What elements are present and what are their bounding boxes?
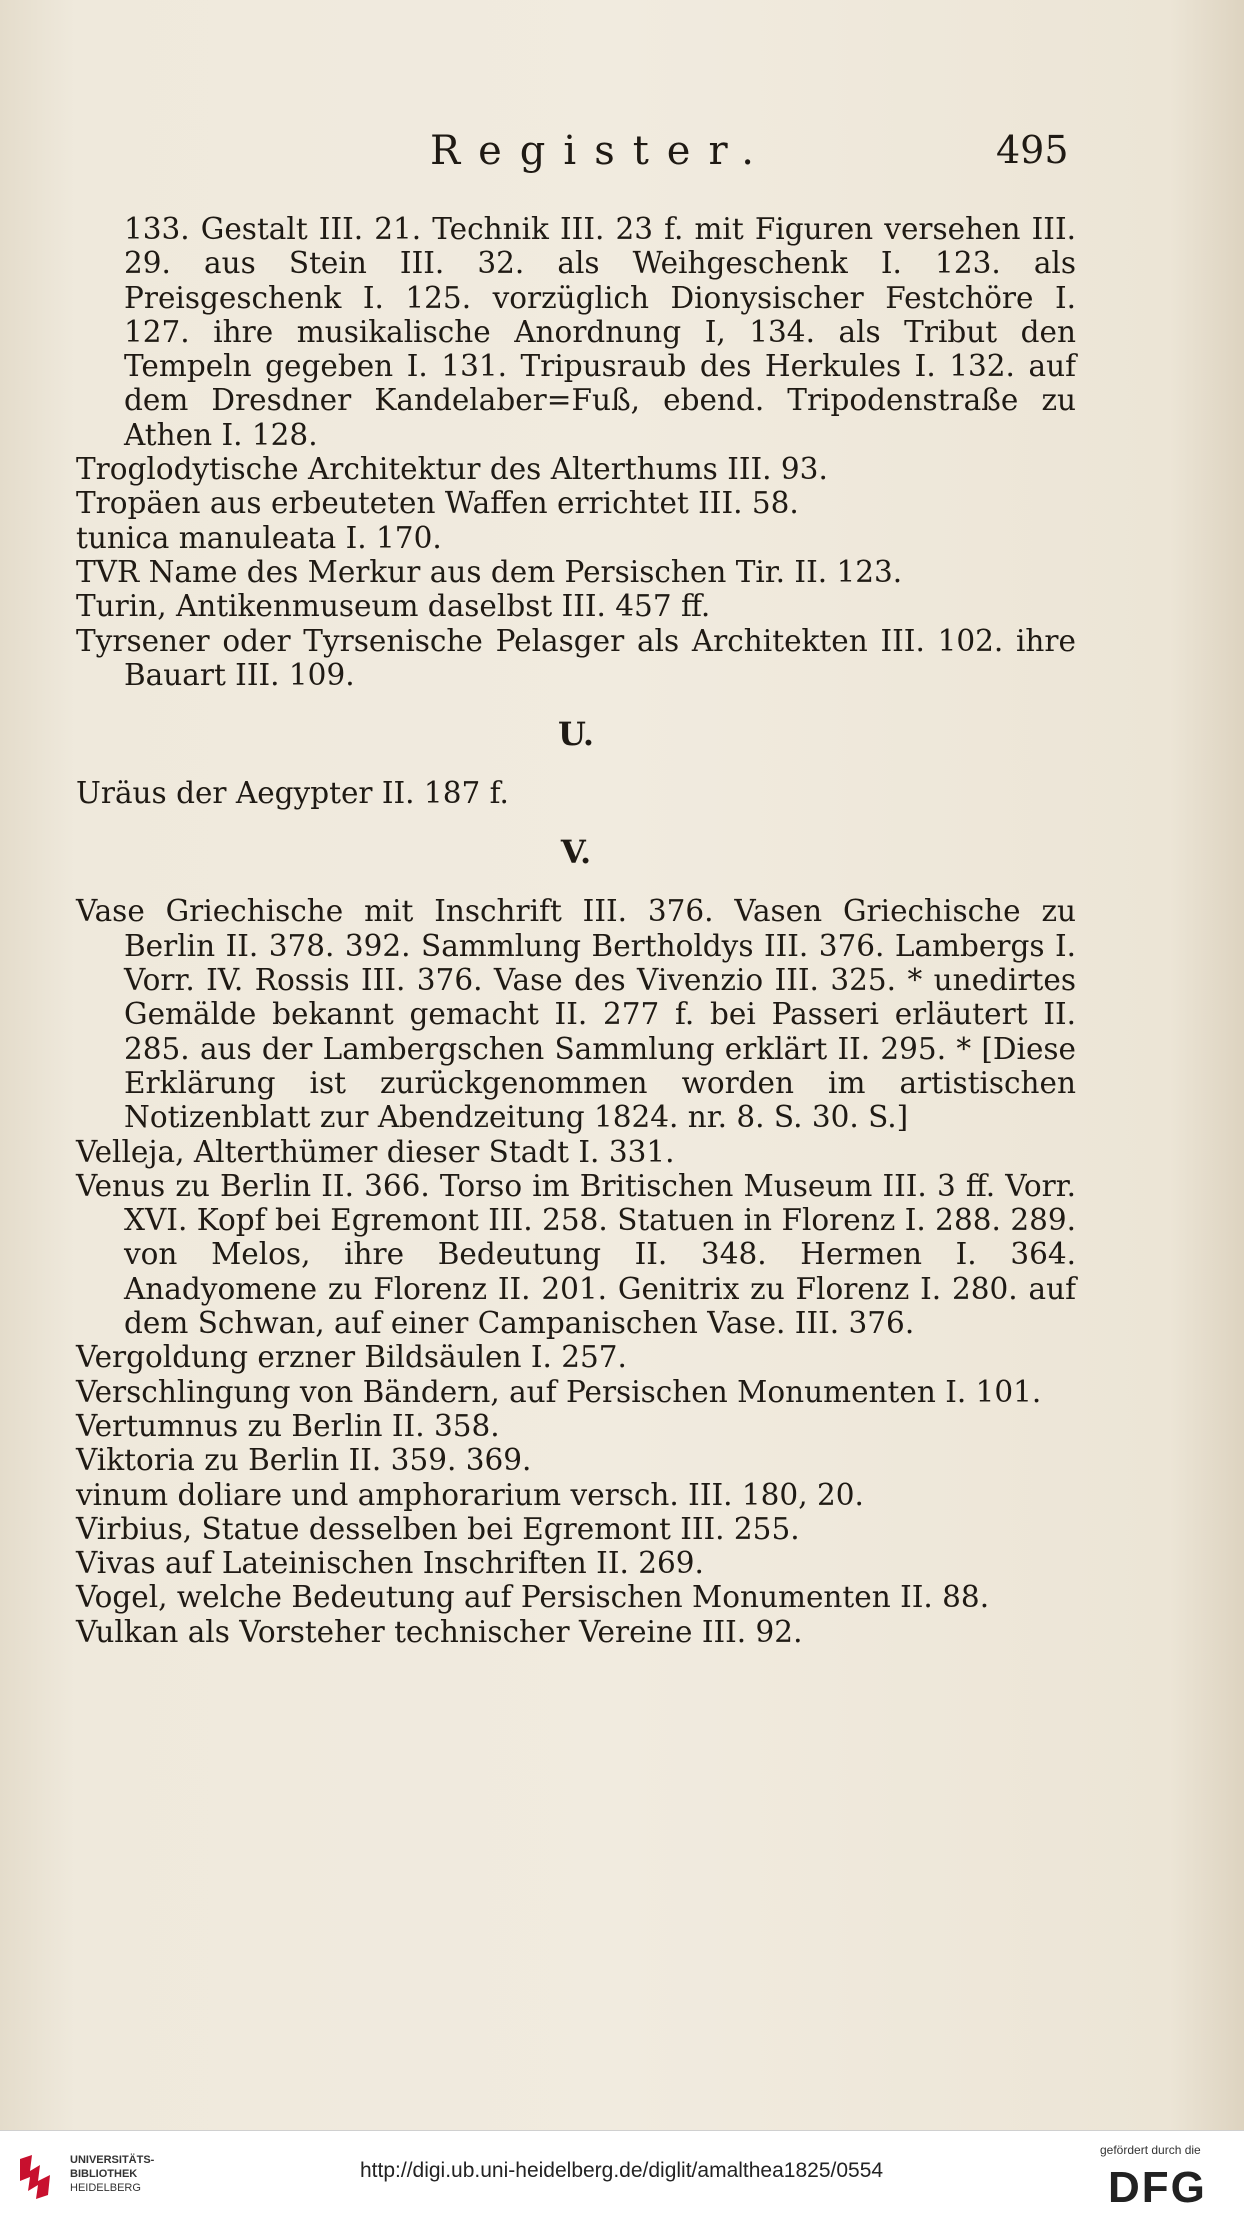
register-entry: Vertumnus zu Berlin II. 358. bbox=[76, 1408, 500, 1443]
register-entry: Tropäen aus erbeuteten Waffen errichtet III. 58. bbox=[76, 486, 799, 521]
library-name: UNIVERSITÄTS- BIBLIOTHEK HEIDELBERG bbox=[70, 2154, 155, 2194]
register-entry: Vogel, welche Bedeutung auf Persischen Monumenten II. 88. bbox=[76, 1580, 990, 1615]
register-entry: Viktoria zu Berlin II. 359. 369. bbox=[76, 1443, 532, 1478]
funding-note: gefördert durch die bbox=[1100, 2143, 1201, 2157]
university-seal-icon bbox=[14, 2151, 60, 2203]
page-number: 495 bbox=[996, 128, 1069, 172]
permalink-url[interactable]: http://digi.ub.uni-heidelberg.de/diglit/amalthea1825/0554 bbox=[360, 2159, 884, 2182]
running-head bbox=[0, 128, 1244, 178]
register-entry: 133. Gestalt III. 21. Technik III. 23 f. mit Figuren versehen III. 29. aus Stein III. 32. als Weihgeschenk I. 123. als Preisgeschenk I. 125. vorzüglich Dionysischer Festchöre I. 127. ihre musikalische Anordnung I, 134. als Tribut den Tempeln gegeben I. 131. Tripusraub des Herkules I. 132. auf dem Dresdner Kandelaber=Fuß, ebend. Tripodenstraße zu Athen I. 128. bbox=[124, 212, 1076, 452]
dfg-logo: DFG bbox=[1108, 2163, 1207, 2212]
register-entry: Tyrsener oder Tyrsenische Pelasger als Architekten III. 102. ihre Bauart III. 109. bbox=[76, 623, 1076, 692]
register-entry: Uräus der Aegypter II. 187 f. bbox=[76, 776, 509, 811]
register-entry: Verschlingung von Bändern, auf Persischen Monumenten I. 101. bbox=[76, 1374, 1042, 1409]
register-entry: Troglodytische Architektur des Alterthums III. 93. bbox=[76, 452, 828, 487]
section-heading-u: U. bbox=[557, 715, 595, 754]
register-entry: Vase Griechische mit Inschrift III. 376. Vasen Griechische zu Berlin II. 378. 392. Sammlung Bertholdys III. 376. Lambergs I. Vorr. IV. Rossis III. 376. Vase des Vivenzio III. 325. * unedirtes Gemälde bekannt gemacht II. 277 f. bei Passeri erläutert II. 285. aus der Lambergschen Sammlung erklärt II. 295. * [Diese Erklärung ist zurückgenommen worden im artistischen Notizenblatt zur Abendzeitung 1824. nr. 8. S. 30. S.] bbox=[76, 894, 1076, 1135]
register-entry: Vulkan als Vorsteher technischer Vereine III. 92. bbox=[76, 1614, 803, 1649]
register-entry: Turin, Antikenmuseum daselbst III. 457 ff. bbox=[76, 589, 711, 624]
register-entry: tunica manuleata I. 170. bbox=[76, 520, 442, 555]
footer-bar bbox=[0, 2130, 1244, 2221]
section-heading-v: V. bbox=[560, 833, 592, 872]
register-entry: Virbius, Statue desselben bei Egremont III. 255. bbox=[76, 1511, 800, 1546]
register-entry: Vivas auf Lateinischen Inschriften II. 269. bbox=[76, 1546, 704, 1581]
register-entry: vinum doliare und amphorarium versch. III. 180, 20. bbox=[76, 1477, 864, 1512]
register-entry: TVR Name des Merkur aus dem Persischen Tir. II. 123. bbox=[76, 554, 903, 589]
register-entry: Vergoldung erzner Bildsäulen I. 257. bbox=[76, 1340, 627, 1375]
register-entries bbox=[76, 212, 1076, 1649]
register-entry: Velleja, Alterthümer dieser Stadt I. 331. bbox=[76, 1134, 675, 1169]
register-entry: Venus zu Berlin II. 366. Torso im Britischen Museum III. 3 ff. Vorr. XVI. Kopf bei Egremont III. 258. Statuen in Florenz I. 288. 289. von Melos, ihre Bedeutung II. 348. Hermen I. 364. Anadyomene zu Florenz II. 201. Genitrix zu Florenz I. 280. auf dem Schwan, auf einer Campanischen Vase. III. 376. bbox=[76, 1168, 1076, 1341]
page-title: Register. bbox=[430, 128, 772, 174]
